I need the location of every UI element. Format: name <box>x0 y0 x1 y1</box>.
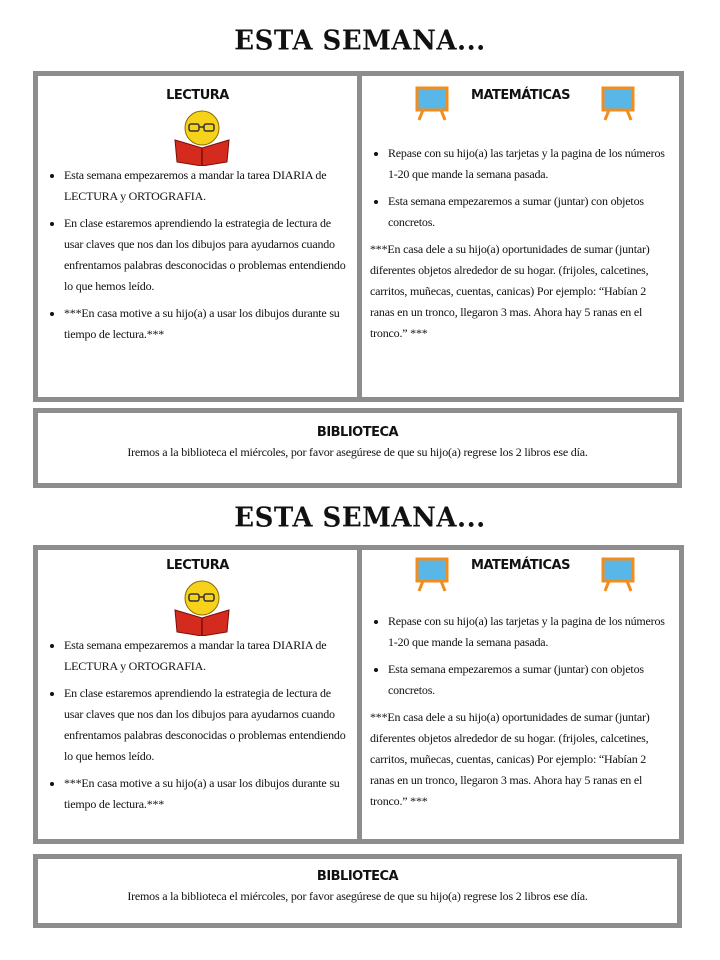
lectura-bullet-1: • Esta semana empezaremos a mandar la tarea DIARIA de LECTURA y ORTOGRAFIA. <box>64 635 347 677</box>
matematicas-box <box>357 545 684 844</box>
page-title: ESTA SEMANA... <box>234 25 486 57</box>
lectura-bullet-3: • ***En casa motive a su hijo(a) a usar los dibujos durante su tiempo de lectura.*** <box>64 303 347 345</box>
matematicas-note: ***En casa dele a su hijo(a) oportunidades de sumar (juntar) diferentes objetos alrededor de su hogar. (frijoles, calcetines, carritos, muñecas, cuentas, canicas) Por ejemplo: “Habían 2 ranas en un tronco, llegaron 3 mas. Ahora hay 5 ranas en el tronco.” *** <box>370 242 650 340</box>
biblioteca-text: Iremos a la biblioteca el miércoles, por favor asegúrese de que su hijo(a) regrese los 2 libros ese día. <box>127 445 588 459</box>
matematicas-bullet-2: • Esta semana empezaremos a sumar (juntar) con objetos concretos. <box>388 191 671 233</box>
lectura-box <box>33 545 362 844</box>
lectura-bullet-3: • ***En casa motive a su hijo(a) a usar los dibujos durante su tiempo de lectura.*** <box>64 773 347 815</box>
lectura-heading: LECTURA <box>166 88 229 103</box>
biblioteca-heading: BIBLIOTECA <box>316 425 399 440</box>
matematicas-bullet-1: • Repase con su hijo(a) las tarjetas y la pagina de los números 1-20 que mande la semana pasada. <box>388 143 671 185</box>
matematicas-heading: MATEMÁTICAS <box>471 558 570 573</box>
matematicas-bullet-1: • Repase con su hijo(a) las tarjetas y la pagina de los números 1-20 que mande la semana pasada. <box>388 611 671 653</box>
lectura-bullet-2: • En clase estaremos aprendiendo la estrategia de lectura de usar claves que nos dan los dibujos para ayudarnos cuando enfrentamos palabras desconocidas o problemas entendiendo lo que hemos leído. <box>64 213 347 297</box>
easel-board-icon <box>600 556 636 597</box>
biblioteca-heading: BIBLIOTECA <box>316 869 399 884</box>
page-title: ESTA SEMANA... <box>234 502 486 534</box>
lectura-bullet-2: • En clase estaremos aprendiendo la estrategia de lectura de usar claves que nos dan los dibujos para ayudarnos cuando enfrentamos palabras desconocidas o problemas entendiendo lo que hemos leído. <box>64 683 347 767</box>
matematicas-note: ***En casa dele a su hijo(a) oportunidades de sumar (juntar) diferentes objetos alrededor de su hogar. (frijoles, calcetines, carritos, muñecas, cuentas, canicas) Por ejemplo: “Habían 2 ranas en un tronco, llegaron 3 mas. Ahora hay 5 ranas en el tronco.” *** <box>370 710 650 808</box>
reading-student-icon <box>171 578 233 641</box>
easel-board-icon <box>414 556 450 597</box>
lectura-bullet-1: • Esta semana empezaremos a mandar la tarea DIARIA de LECTURA y ORTOGRAFIA. <box>64 165 347 207</box>
biblioteca-text: Iremos a la biblioteca el miércoles, por favor asegúrese de que su hijo(a) regrese los 2 libros ese día. <box>127 889 588 903</box>
matematicas-heading: MATEMÁTICAS <box>471 88 570 103</box>
matematicas-bullet-2: • Esta semana empezaremos a sumar (juntar) con objetos concretos. <box>388 659 671 701</box>
lectura-heading: LECTURA <box>166 558 229 573</box>
biblioteca-box <box>33 854 682 928</box>
